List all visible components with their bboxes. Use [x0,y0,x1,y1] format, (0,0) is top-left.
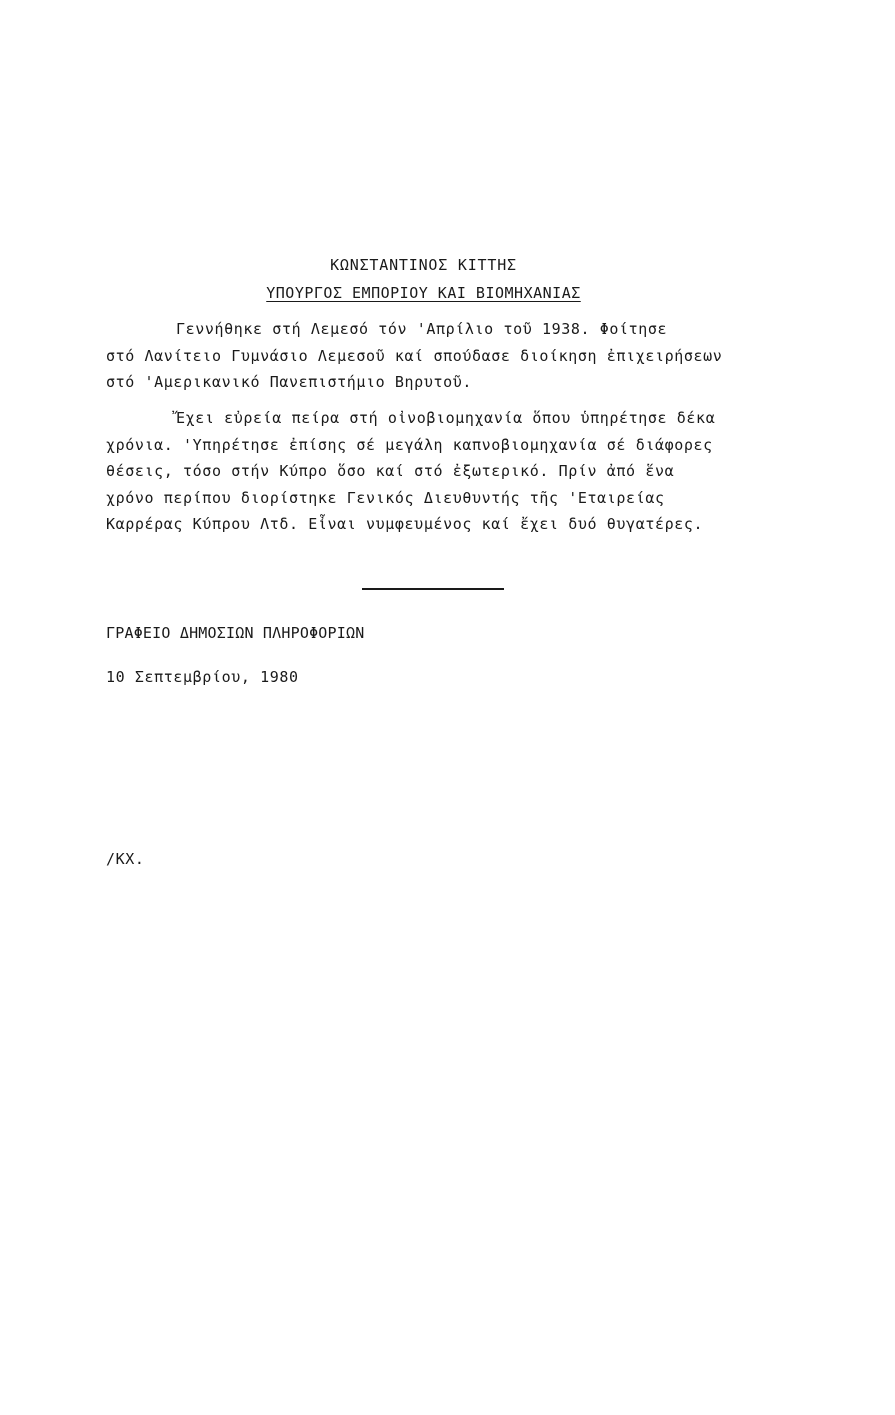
paragraph-line: Καρρέρας Κύπρου Λτδ. Εἶναι νυμφευμένος καί ἔχει δυό θυγατέρες. [106,515,704,533]
issuing-office: ΓΡΑΦΕΙΟ ΔΗΜΟΣΙΩΝ ΠΛΗΡΟΦΟΡΙΩΝ [106,624,365,642]
section-divider [362,588,504,590]
person-name-heading: ΚΩΝΣΤΑΝΤΙΝΟΣ ΚΙΤΤΗΣ [330,256,517,274]
paragraph-line: στό 'Αμερικανικό Πανεπιστήμιο Βηρυτοῦ. [106,373,472,391]
ministry-title-heading [0,284,847,302]
paragraph-line: χρόνο περίπου διορίστηκε Γενικός Διευθυντής τῆς 'Εταιρείας [106,488,665,507]
paragraph-line: χρόνια. 'Υπηρέτησε ἐπίσης σέ μεγάλη καπνοβιομηχανία σέ διάφορες [106,435,713,454]
biography-paragraph-1 [106,316,826,396]
paragraph-line: Γεννήθηκε στή Λεμεσό τόν 'Απρίλιο τοῦ 1938. Φοίτησε [176,320,668,338]
paragraph-line: θέσεις, τόσο στήν Κύπρο ὅσο καί στό ἐξωτερικό. Πρίν ἀπό ἕνα [106,462,675,480]
document-date: 10 Σεπτεμβρίου, 1980 [106,668,299,686]
typist-initials: /ΚΧ. [106,850,145,868]
paragraph-line: στό Λανίτειο Γυμνάσιο Λεμεσοῦ καί σπούδασε διοίκηση ἐπιχειρήσεων [106,346,723,365]
biography-paragraph-2 [106,405,826,538]
ministry-title-text: ΥΠΟΥΡΓΟΣ ΕΜΠΟΡΙΟΥ ΚΑΙ ΒΙΟΜΗΧΑΝΙΑΣ [266,284,581,302]
paragraph-line: Ἔχει εὐρεία πείρα στή οἰνοβιομηχανία ὅπου ὑπηρέτησε δέκα [176,409,716,427]
